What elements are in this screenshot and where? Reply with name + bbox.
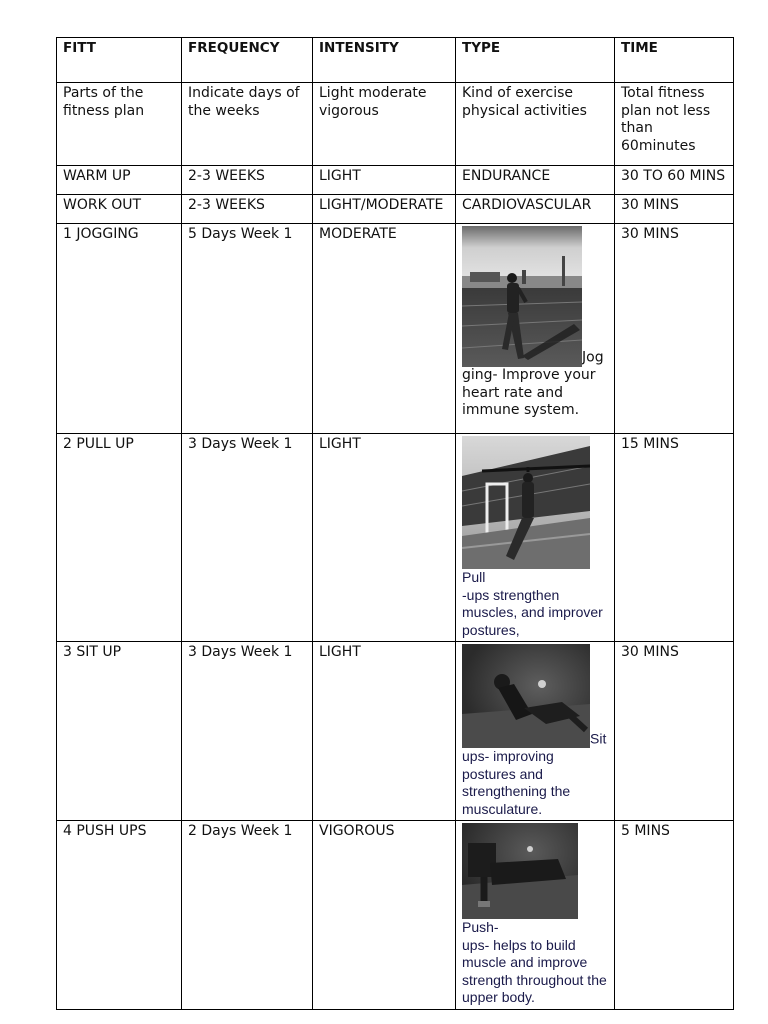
type-caption: ups- helps to build muscle and improve strength throughout the upper body.	[462, 936, 607, 1005]
cell-time: 15 MINS	[615, 434, 734, 642]
jogging-photo	[462, 226, 582, 367]
cell-intensity: LIGHT	[313, 166, 456, 195]
table-row	[57, 642, 734, 821]
table-row	[57, 434, 734, 642]
fitt-table	[56, 37, 734, 1010]
cell-time: 30 MINS	[615, 642, 734, 821]
header-fitt: FITT	[57, 38, 182, 83]
cell-time: 30 MINS	[615, 224, 734, 434]
type-caption-start: Pull	[462, 569, 486, 585]
cell-type: Kind of exercise physical activities	[456, 83, 615, 166]
table-row	[57, 83, 734, 166]
cell-type	[456, 642, 615, 821]
cell-fitt: 3 SIT UP	[57, 642, 182, 821]
header-time: TIME	[615, 38, 734, 83]
table-row	[57, 195, 734, 224]
cell-frequency: Indicate days of the weeks	[182, 83, 313, 166]
header-type: TYPE	[456, 38, 615, 83]
cell-frequency: 5 Days Week 1	[182, 224, 313, 434]
cell-type	[456, 821, 615, 1010]
cell-fitt: Parts of the fitness plan	[57, 83, 182, 166]
type-caption: ging- Improve your heart rate and immune system.	[462, 367, 596, 418]
cell-frequency: 2-3 WEEKS	[182, 195, 313, 224]
cell-intensity: LIGHT	[313, 642, 456, 821]
cell-frequency: 3 Days Week 1	[182, 642, 313, 821]
table-row	[57, 821, 734, 1010]
type-caption: ups- improving postures and strengthening the musculature.	[462, 748, 571, 817]
cell-intensity: Light moderate vigorous	[313, 83, 456, 166]
cell-type: ENDURANCE	[456, 166, 615, 195]
table-row	[57, 166, 734, 195]
table-row	[57, 224, 734, 434]
type-caption-start: Jog	[582, 349, 604, 366]
cell-intensity: LIGHT	[313, 434, 456, 642]
cell-fitt: 1 JOGGING	[57, 224, 182, 434]
cell-time: Total fitness plan not less than 60minutes	[615, 83, 734, 166]
type-caption-start: Sit	[590, 730, 607, 747]
push-up-photo	[462, 823, 578, 919]
header-intensity: INTENSITY	[313, 38, 456, 83]
cell-frequency: 3 Days Week 1	[182, 434, 313, 642]
cell-frequency: 2-3 WEEKS	[182, 166, 313, 195]
cell-type: CARDIOVASCULAR	[456, 195, 615, 224]
cell-intensity: LIGHT/MODERATE	[313, 195, 456, 224]
cell-intensity: VIGOROUS	[313, 821, 456, 1010]
cell-time: 30 TO 60 MINS	[615, 166, 734, 195]
cell-fitt: 4 PUSH UPS	[57, 821, 182, 1010]
cell-time: 5 MINS	[615, 821, 734, 1010]
cell-fitt: 2 PULL UP	[57, 434, 182, 642]
pull-up-photo	[462, 436, 590, 569]
type-caption: -ups strengthen muscles, and improver postures,	[462, 586, 603, 638]
header-frequency: FREQUENCY	[182, 38, 313, 83]
type-caption-start: Push-	[462, 919, 499, 935]
cell-fitt: WARM UP	[57, 166, 182, 195]
cell-fitt: WORK OUT	[57, 195, 182, 224]
cell-type	[456, 434, 615, 642]
sit-up-photo	[462, 644, 590, 748]
cell-time: 30 MINS	[615, 195, 734, 224]
cell-frequency: 2 Days Week 1	[182, 821, 313, 1010]
header-row	[57, 38, 734, 83]
cell-intensity: MODERATE	[313, 224, 456, 434]
cell-type	[456, 224, 615, 434]
